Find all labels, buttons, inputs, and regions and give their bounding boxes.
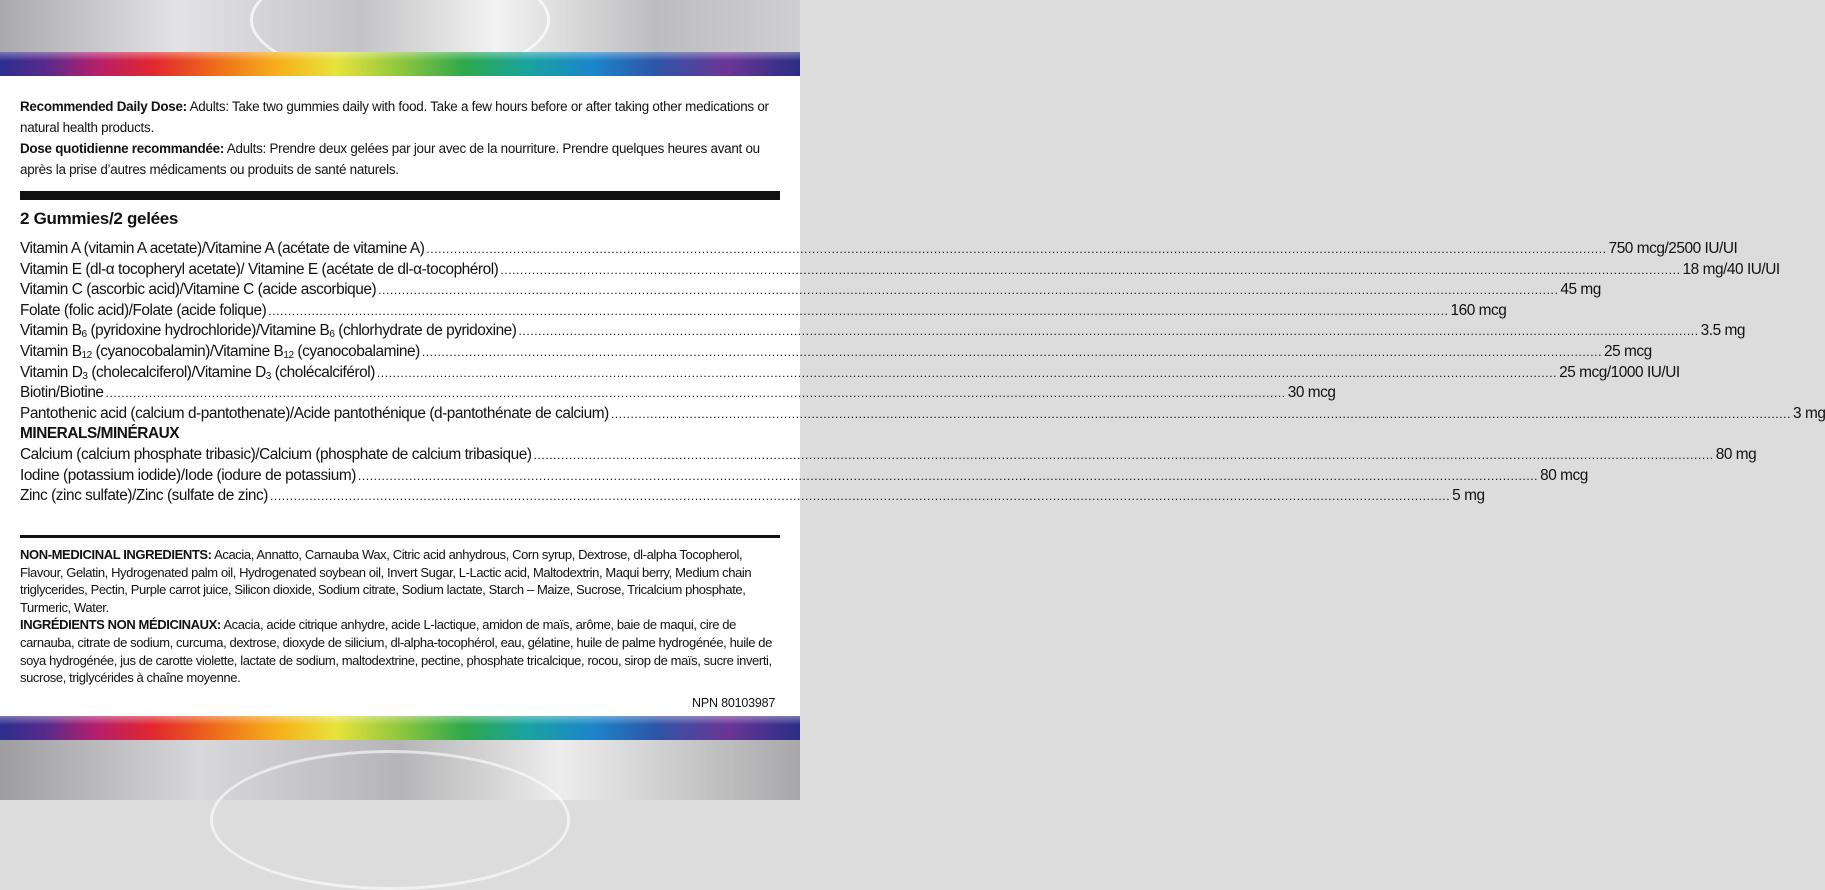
nutrient-name: Calcium (calcium phosphate tribasic)/Calcium (phosphate de calcium tribasique) [20,445,532,463]
nutrient-amount: 3 mg [1793,404,1825,422]
nutrient-amount: 18 mg/40 IU/UI [1682,260,1780,278]
dot-leader: ............................................................................................................................................................................................................................................................................................................ [378,283,1559,298]
nutrient-name: Pantothenic acid (calcium d-pantothenate)/Acide pantothénique (d-pantothénate de calcium) [20,404,609,422]
dot-leader: ............................................................................................................................................................................................................................................................................................................ [357,468,1539,483]
dot-leader: ............................................................................................................................................................................................................................................................................................................ [421,344,1603,359]
nutrient-name: Iodine (potassium iodide)/Iode (iodure de potassium) [20,466,356,484]
nutrient-row [20,445,1757,467]
nutrient-name [20,322,516,340]
subscript: 12 [283,349,294,361]
ingredients-section [20,546,785,687]
subscript: 12 [81,349,92,361]
nutrient-amount: 5 mg [1452,487,1485,505]
nutrient-row [20,240,1738,261]
subscript: 6 [81,329,87,341]
dose-french-text: Adults: Prendre deux gelées par jour avec de la nourriture. Prendre quelques heures avant ou après la prise d’autres médicaments ou produits de santé naturels. [20,141,760,177]
subscript: 3 [265,370,271,382]
dot-leader: ............................................................................................................................................................................................................................................................................................................ [269,489,1451,504]
nutrient-row [20,466,1588,488]
name-part: (cholecalciferol)/Vitamine D [87,363,266,381]
nutrient-amount: 3.5 mg [1700,322,1746,340]
dot-leader: ............................................................................................................................................................................................................................................................................................................ [518,324,1699,339]
ingredients-english [20,546,785,616]
subscript: 3 [82,370,88,382]
nutrient-amount: 25 mcg/1000 IU/UI [1559,363,1680,381]
nutrient-amount: 45 mg [1560,281,1601,299]
name-part: (cholécalciférol) [270,363,375,381]
nutrient-name: Vitamin A (vitamin A acetate)/Vitamine A (acétate de vitamine A) [20,240,425,257]
nutrient-row [20,322,1746,343]
nutrient-name [20,364,375,382]
name-part: (chlorhydrate de pyridoxine) [334,322,517,340]
name-part: (cyanocobalamine) [293,342,420,360]
bottom-background [0,740,800,800]
serving-size-heading: 2 Gummies/2 gelées [20,209,179,228]
nutrient-amount: 80 mcg [1540,466,1588,484]
name-part: Vitamin B [20,342,82,360]
name-part: Vitamin B [20,322,82,340]
nutrient-name: Folate (folic acid)/Folate (acide folique) [20,301,267,319]
dot-leader: ............................................................................................................................................................................................................................................................................................................ [426,242,1607,256]
rainbow-band-top [0,52,800,76]
dose-section [20,96,785,180]
nutrient-amount: 25 mcg [1604,342,1652,360]
dose-english-label: Recommended Daily Dose: [20,99,187,114]
nutrient-amount: 750 mcg/2500 IU/UI [1608,240,1738,257]
dose-french-label: Dose quotidienne recommandée: [20,141,225,156]
nutrient-row [20,260,1780,282]
label-panel [0,76,1825,716]
top-background [0,0,800,52]
nutrient-row [20,281,1601,302]
nutrient-row [20,342,1652,364]
ingredients-english-text: Acacia, Annatto, Carnauba Wax, Citric acid anhydrous, Corn syrup, Dextrose, dl-alpha Tocopherol, Flavour, Gelatin, Hydrogenated palm oil, Hydrogenated soybean oil, Invert Sugar, L-Lactic acid, Maltodextrin, Maqui berry, Medium chain triglycerides, Pectin, Purple carrot juice, Silicon dioxide, Sodium citrate, Sodium lactate, Starch – Maize, Sucrose, Tricalcium phosphate, Turmeric, Water. [20,547,752,615]
dot-leader: ............................................................................................................................................................................................................................................................................................................ [533,447,1714,462]
nutrient-amount: 30 mcg [1287,384,1336,402]
dose-french [20,138,785,180]
name-part: (cyanocobalamin)/Vitamine B [91,342,284,360]
name-part: Vitamin D [20,363,83,381]
nutrient-row [20,363,1680,385]
nutrient-name: Biotin/Biotine [20,384,104,402]
dot-leader: ............................................................................................................................................................................................................................................................................................................ [105,386,1286,401]
divider-thin [20,535,780,538]
nutrient-name [20,343,420,361]
nutrient-name: Zinc (zinc sulfate)/Zinc (sulfate de zinc) [20,487,268,505]
nutrient-name: Vitamin C (ascorbic acid)/Vitamine C (acide ascorbique) [20,281,377,299]
divider-thick [20,191,780,200]
dose-english-text: Adults: Take two gummies daily with food. Take a few hours before or after taking other medications or natural health products. [20,99,769,135]
dot-leader: ............................................................................................................................................................................................................................................................................................................ [376,365,1558,380]
nutrient-row [20,301,1507,323]
nutrient-name: Vitamin E (dl-α tocopheryl acetate)/ Vitamine E (acétate de dl-α-tocophérol) [20,260,499,278]
dot-leader: ............................................................................................................................................................................................................................................................................................................ [610,406,1792,421]
rainbow-band-bottom [0,716,800,740]
nutrient-amount: 160 mcg [1450,301,1507,319]
name-part: (pyridoxine hydrochloride)/Vitamine B [86,322,330,340]
ingredients-french-label: INGRÉDIENTS NON MÉDICINAUX: [20,617,221,633]
dot-leader: ............................................................................................................................................................................................................................................................................................................ [500,262,1681,277]
nutrient-row [20,404,1825,426]
minerals-heading: MINERALS/MINÉRAUX [20,425,180,443]
nutrient-row [20,487,1485,508]
dose-english [20,96,785,138]
npn-number: NPN 80103987 [692,696,776,710]
ingredients-french-text: Acacia, acide citrique anhydre, acide L-lactique, amidon de maïs, arôme, baie de maqui, cire de carnauba, citrate de sodium, curcuma, dextrose, dioxyde de silicium, dl-alpha-tocophérol, eau, gélatine, huile de palme hydrogénée, huile de soya hydrogénée, jus de carotte violette, lactate de sodium, maltodextrine, pectine, phosphate tricalcique, rocou, sirop de maïs, sucre inverti, sucrose, triglycérides à chaîne moyenne. [20,617,772,686]
decorative-arc [210,750,570,890]
nutrient-table [20,240,1825,508]
dot-leader: ............................................................................................................................................................................................................................................................................................................ [268,303,1449,318]
ingredients-english-label: NON-MEDICINAL INGREDIENTS: [20,547,212,562]
nutrient-row [20,384,1336,405]
ingredients-french [20,616,785,686]
subscript: 6 [329,329,335,341]
nutrient-amount: 80 mg [1715,445,1757,463]
